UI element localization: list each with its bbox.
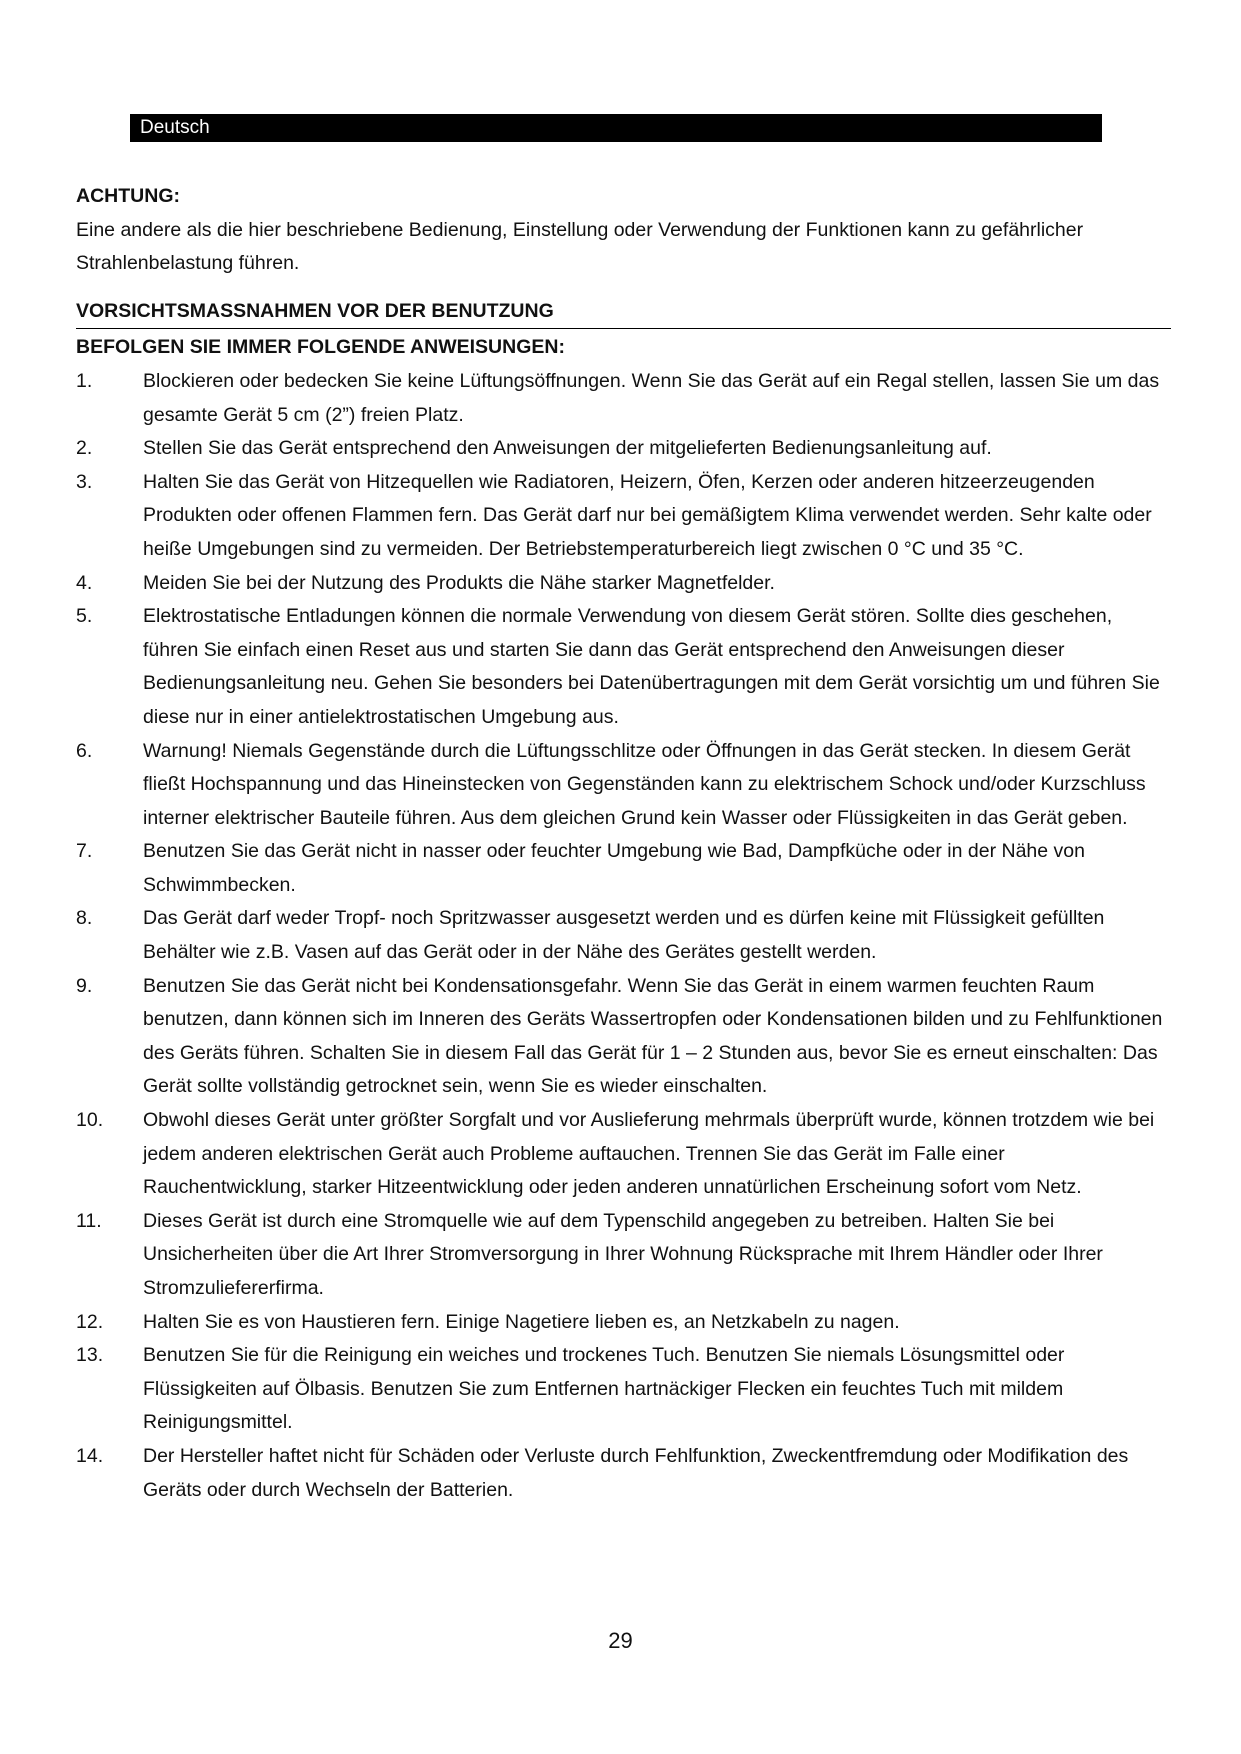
list-item — [76, 600, 1171, 734]
item-text: Obwohl dieses Gerät unter größter Sorgfalt und vor Auslieferung mehrmals überprüft wurde, können trotzdem wie bei jedem anderen elektrischen Gerät auch Probleme auftauchen. Trennen Sie das Gerät im Falle einer Rauchentwicklung, starker Hitzeentwicklung oder jeden anderen unnatürlichen Erscheinung sofort vom Netz. — [143, 1109, 1155, 1199]
list-item — [76, 970, 1171, 1104]
page-content — [76, 180, 1171, 1507]
item-number: 11. — [76, 1209, 102, 1232]
list-item — [76, 735, 1171, 836]
item-number: 5. — [76, 605, 93, 628]
section-heading: VORSICHTSMASSNAHMEN VOR DER BENUTZUNG — [76, 295, 1171, 330]
item-number: 2. — [76, 437, 93, 460]
list-item — [76, 1205, 1171, 1306]
warning-text: Eine andere als die hier beschriebene Bedienung, Einstellung oder Verwendung der Funktionen kann zu gefährlicher Strahlenbelastung führen. — [76, 218, 1084, 275]
item-number: 10. — [76, 1109, 104, 1132]
item-number: 7. — [76, 840, 93, 863]
item-text: Elektrostatische Entladungen können die normale Verwendung von diesem Gerät stören. Sollte dies geschehen, führen Sie einfach einen Reset aus und starten Sie dann das Gerät entsprechend den Anweisungen dieser Bedienungsanleitung neu. Gehen Sie besonders bei Datenübertragungen mit dem Gerät vorsichtig um und führen Sie diese nur in einer antielektrostatischen Umgebung aus. — [143, 605, 1160, 728]
item-text: Benutzen Sie das Gerät nicht bei Kondensationsgefahr. Wenn Sie das Gerät in einem warmen feuchten Raum benutzen, dann können sich im Inneren des Geräts Wassertropfen oder Kondensationen bilden und zu Fehlfunktionen des Geräts führen. Schalten Sie in diesem Fall das Gerät für 1 – 2 Stunden aus, bevor Sie es erneut einschalten: Das Gerät sollte vollständig getrocknet sein, wenn Sie es wieder einschalten. — [143, 974, 1163, 1098]
item-text: Warnung! Niemals Gegenstände durch die Lüftungsschlitze oder Öffnungen in das Gerät stecken. In diesem Gerät fließt Hochspannung und das Hineinstecken von Gegenständen kann zu elektrischem Schock und/oder Kurzschluss interner elektrischer Bauteile führen. Aus dem gleichen Grund kein Wasser oder Flüssigkeiten in das Gerät geben. — [143, 739, 1146, 829]
item-number: 8. — [76, 907, 93, 930]
item-number: 12. — [76, 1310, 104, 1333]
list-item — [76, 567, 1171, 601]
item-number: 14. — [76, 1444, 104, 1467]
item-text: Der Hersteller haftet nicht für Schäden oder Verluste durch Fehlfunktion, Zweckentfremdung oder Modifikation des Geräts oder durch Wechseln der Batterien. — [143, 1444, 1129, 1501]
page-number: 29 — [608, 1628, 633, 1653]
list-item — [76, 365, 1171, 432]
item-text: Das Gerät darf weder Tropf- noch Spritzwasser ausgesetzt werden und es dürfen keine mit Flüssigkeit gefüllten Behälter wie z.B. Vasen auf das Gerät oder in der Nähe des Gerätes gestellt werden. — [143, 907, 1105, 964]
item-text: Blockieren oder bedecken Sie keine Lüftungsöffnungen. Wenn Sie das Gerät auf ein Regal stellen, lassen Sie um das gesamte Gerät 5 cm (2”) freien Platz. — [143, 369, 1160, 426]
item-number: 1. — [76, 369, 93, 392]
item-number: 3. — [76, 470, 93, 493]
list-item — [76, 1306, 1171, 1340]
item-text: Halten Sie es von Haustieren fern. Einige Nagetiere lieben es, an Netzkabeln zu nagen. — [143, 1310, 900, 1333]
warning-heading: ACHTUNG: — [76, 185, 180, 207]
list-item — [76, 1440, 1171, 1507]
item-text: Benutzen Sie das Gerät nicht in nasser oder feuchter Umgebung wie Bad, Dampfküche oder in der Nähe von Schwimmbecken. — [143, 840, 1085, 896]
language-header-bar: Deutsch — [130, 114, 1102, 142]
list-item — [76, 1104, 1171, 1205]
instructions-list — [76, 365, 1171, 1507]
list-item — [76, 1339, 1171, 1440]
item-number: 4. — [76, 571, 93, 594]
list-item — [76, 835, 1171, 902]
item-text: Benutzen Sie für die Reinigung ein weiches und trockenes Tuch. Benutzen Sie niemals Lösungsmittel oder Flüssigkeiten auf Ölbasis. Benutzen Sie zum Entfernen hartnäckiger Flecken ein feuchtes Tuch mit mildem Reinigungsmittel. — [143, 1344, 1065, 1434]
instructions-subheading: BEFOLGEN SIE IMMER FOLGENDE ANWEISUNGEN: — [76, 336, 565, 359]
list-item — [76, 902, 1171, 969]
list-item — [76, 466, 1171, 567]
item-number: 6. — [76, 739, 93, 762]
item-number: 9. — [76, 974, 93, 997]
item-text: Dieses Gerät ist durch eine Stromquelle wie auf dem Typenschild angegeben zu betreiben. Halten Sie bei Unsicherheiten über die Art Ihrer Stromversorgung in Ihrer Wohnung Rücksprache mit Ihrem Händler oder Ihrer Stromzuliefererfirma. — [143, 1209, 1103, 1299]
item-number: 13. — [76, 1344, 104, 1367]
list-item — [76, 432, 1171, 466]
item-text: Halten Sie das Gerät von Hitzequellen wie Radiatoren, Heizern, Öfen, Kerzen oder anderen hitzeerzeugenden Produkten oder offenen Flammen fern. Das Gerät darf nur bei gemäßigtem Klima verwendet werden. Sehr kalte oder heiße Umgebungen sind zu vermeiden. Der Betriebstemperaturbereich liegt zwischen 0 °C und 35 °C. — [143, 470, 1152, 560]
item-text: Stellen Sie das Gerät entsprechend den Anweisungen der mitgelieferten Bedienungsanleitung auf. — [143, 437, 992, 460]
item-text: Meiden Sie bei der Nutzung des Produkts die Nähe starker Magnetfelder. — [143, 571, 775, 594]
